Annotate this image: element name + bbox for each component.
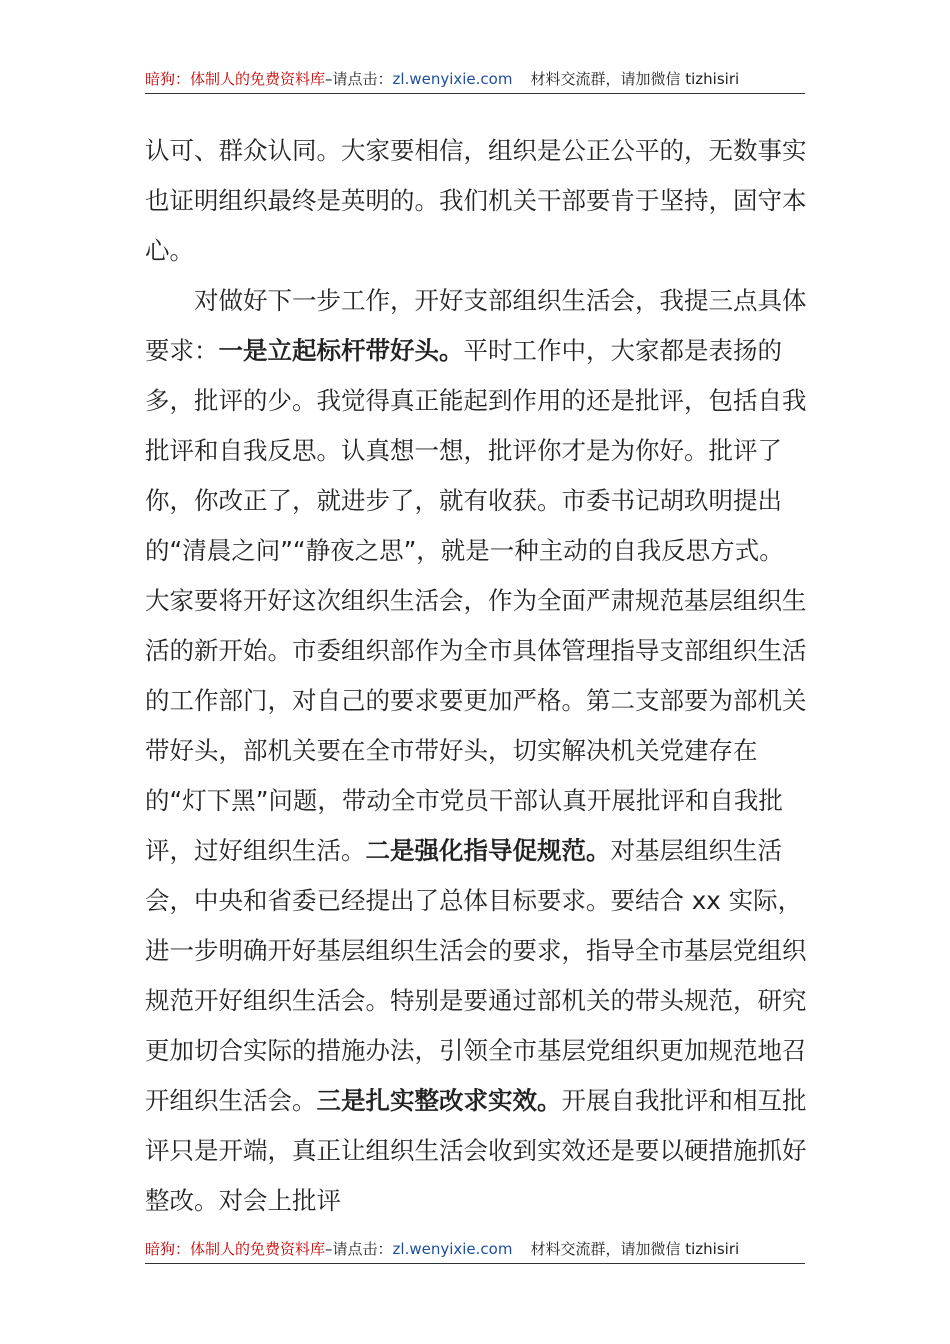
header-site-name: 暗狗：体制人的免费资料库 bbox=[145, 70, 326, 88]
point-3-text: 开展自我批评和相互批评只是开端，真正让组织生活会收到实效还是要以硬措施抓好整改。对会上批评 bbox=[145, 1086, 807, 1215]
document-body bbox=[145, 126, 807, 1226]
point-1-text: 平时工作中，大家都是表扬的多，批评的少。我觉得真正能起到作用的还是批评，包括自我批评和自我反思。认真想一想，批评你才是为你好。批评了你，你改正了，就进步了，就有收获。市委书记胡玖明提出的“清晨之问”“静夜之思”，就是一种主动的自我反思方式。大家要将开好这次组织生活会，作为全面严肃规范基层组织生活的新开始。市委组织部作为全市具体管理指导支部组织生活的工作部门，对自己的要求要更加严格。第二支部要为部机关带好头，部机关要在全市带好头，切实解决机关党建存在的“灯下黑”问题，带动全市党员干部认真开展批评和自我批评，过好组织生活。 bbox=[145, 336, 807, 865]
footer-link[interactable]: zl.wenyixie.com bbox=[392, 1240, 513, 1258]
footer-site-name: 暗狗：体制人的免费资料库 bbox=[145, 1240, 326, 1258]
paragraph-2-intro: 对做好下一步工作，开好支部组织生活会，我提三点具体要求： bbox=[145, 286, 807, 365]
header-group-info: 材料交流群，请加微信 tizhisiri bbox=[530, 70, 740, 88]
header-link[interactable]: zl.wenyixie.com bbox=[392, 70, 513, 88]
footer-group-info: 材料交流群，请加微信 tizhisiri bbox=[530, 1240, 740, 1258]
paragraph-1: 认可、群众认同。大家要相信，组织是公正公平的，无数事实也证明组织最终是英明的。我们机关干部要肯于坚持，固守本心。 bbox=[145, 136, 807, 265]
point-3-title: 三是扎实整改求实效。 bbox=[316, 1086, 562, 1115]
point-2-title: 二是强化指导促规范。 bbox=[365, 836, 611, 865]
page-header bbox=[145, 69, 805, 94]
footer-prompt: –请点击： bbox=[325, 1240, 393, 1258]
header-prompt: –请点击： bbox=[325, 70, 393, 88]
point-2-text: 对基层组织生活会，中央和省委已经提出了总体目标要求。要结合 xx 实际，进一步明确开好基层组织生活会的要求，指导全市基层党组织规范开好组织生活会。特别是要通过部机关的带头规范，研究更加切合实际的措施办法，引领全市基层党组织更加规范地召开组织生活会。 bbox=[145, 836, 807, 1115]
point-1-title: 一是立起标杆带好头。 bbox=[218, 336, 464, 365]
page-footer bbox=[145, 1239, 805, 1264]
paragraph-2 bbox=[145, 276, 807, 1226]
